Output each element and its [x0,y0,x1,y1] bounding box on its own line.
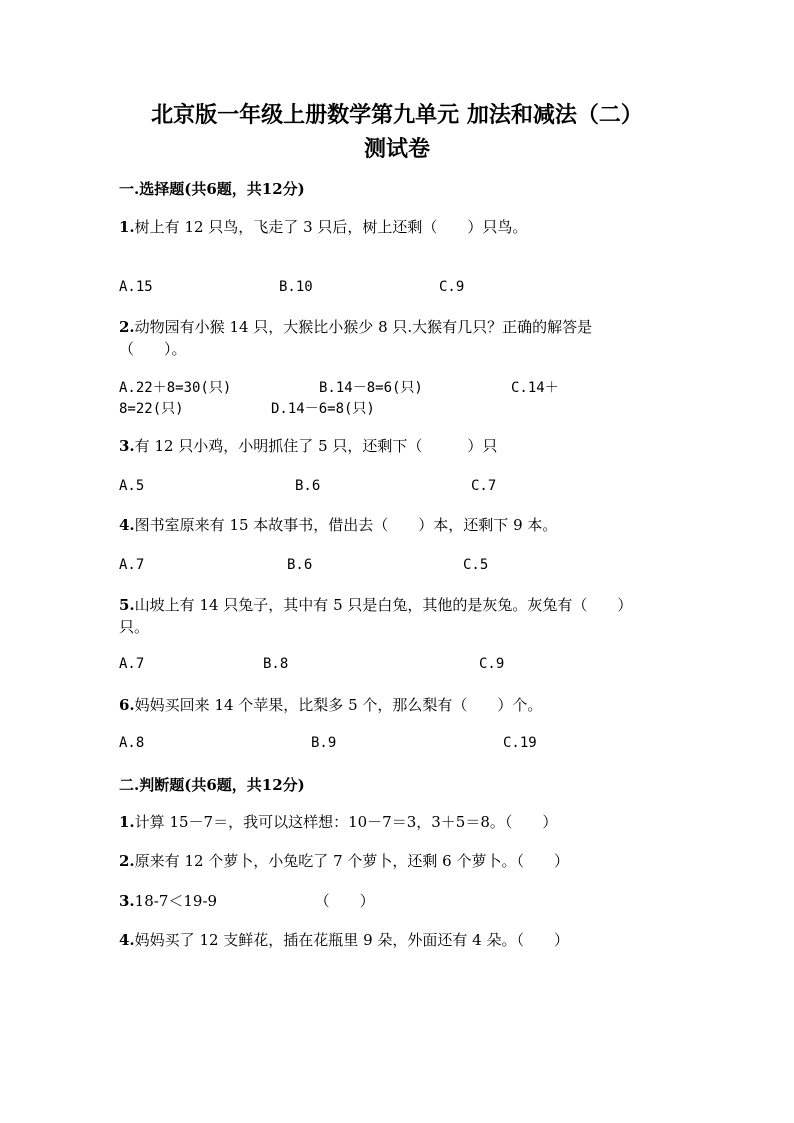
judgment-1 [119,811,557,833]
question-text: 树上有 12 只鸟，飞走了 3 只后，树上还剩（ ）只鸟。 [134,218,528,236]
question-number: 1. [119,813,135,831]
option-a: A.5 [119,478,145,494]
question-text: 计算 15－7＝，我可以这样想：10－7＝3，3＋5＝8。（ ） [134,813,558,831]
question-text: 18-7＜19-9 （ ） [134,892,375,910]
question-2-continued: （ ）。 [119,340,187,358]
option-c: C.19 [503,735,537,751]
section-heading-multiple-choice: 一.选择题(共6题，共12分) [119,180,305,198]
question-number: 2. [119,852,135,870]
judgment-3 [119,890,375,912]
question-text: 山坡上有 14 只兔子，其中有 5 只是白兔，其他的是灰兔。灰兔有（ ） [134,596,633,614]
option-d: D.14－6=8(只) [271,401,375,417]
question-5 [119,594,632,616]
option-c: C.14＋ [511,380,559,396]
question-number: 4. [119,516,135,534]
question-number: 2. [119,318,135,336]
question-5-continued: 只。 [119,618,150,636]
option-a: A.7 [119,656,145,672]
option-c: C.7 [471,478,497,494]
question-text: 有 12 只小鸡，小明抓住了 5 只，还剩下（ ）只 [134,437,498,455]
option-c: C.9 [439,279,465,295]
question-text: 图书室原来有 15 本故事书，借出去（ ）本，还剩下 9 本。 [134,516,558,534]
option-b: B.6 [295,478,321,494]
question-number: 5. [119,596,135,614]
question-number: 3. [119,437,135,455]
question-2 [119,316,592,338]
option-a: A.8 [119,735,145,751]
option-b: B.6 [287,557,313,573]
page-title-continued: 测试卷 [363,136,430,162]
option-c-continued: 8=22(只) [119,401,184,417]
page-title: 北京版一年级上册数学第九单元 加法和减法（二） [151,102,643,128]
option-b: B.10 [279,279,313,295]
option-c: C.9 [479,656,505,672]
question-4 [119,514,557,536]
question-text: 妈妈买了 12 支鲜花，插在花瓶里 9 朵，外面还有 4 朵。（ ） [134,931,569,949]
question-number: 4. [119,931,135,949]
question-text: 原来有 12 个萝卜，小兔吃了 7 个萝卜，还剩 6 个萝卜。（ ） [134,852,569,870]
option-a: A.15 [119,279,153,295]
option-b: B.8 [263,656,289,672]
question-1 [119,216,527,238]
question-number: 1. [119,218,135,236]
option-c: C.5 [463,557,489,573]
option-b: B.14－8=6(只) [319,380,423,396]
option-a: A.7 [119,557,145,573]
question-number: 6. [119,696,135,714]
question-6 [119,694,542,716]
question-text: 动物园有小猴 14 只，大猴比小猴少 8 只.大猴有几只？正确的解答是 [134,318,593,336]
option-b: B.9 [311,735,337,751]
judgment-4 [119,929,569,951]
question-text: 妈妈买回来 14 个苹果，比梨多 5 个，那么梨有（ ）个。 [134,696,543,714]
question-3 [119,435,497,457]
judgment-2 [119,850,569,872]
question-number: 3. [119,892,135,910]
option-a: A.22＋8=30(只) [119,380,232,396]
section-heading-true-false: 二.判断题(共6题，共12分) [119,776,305,794]
